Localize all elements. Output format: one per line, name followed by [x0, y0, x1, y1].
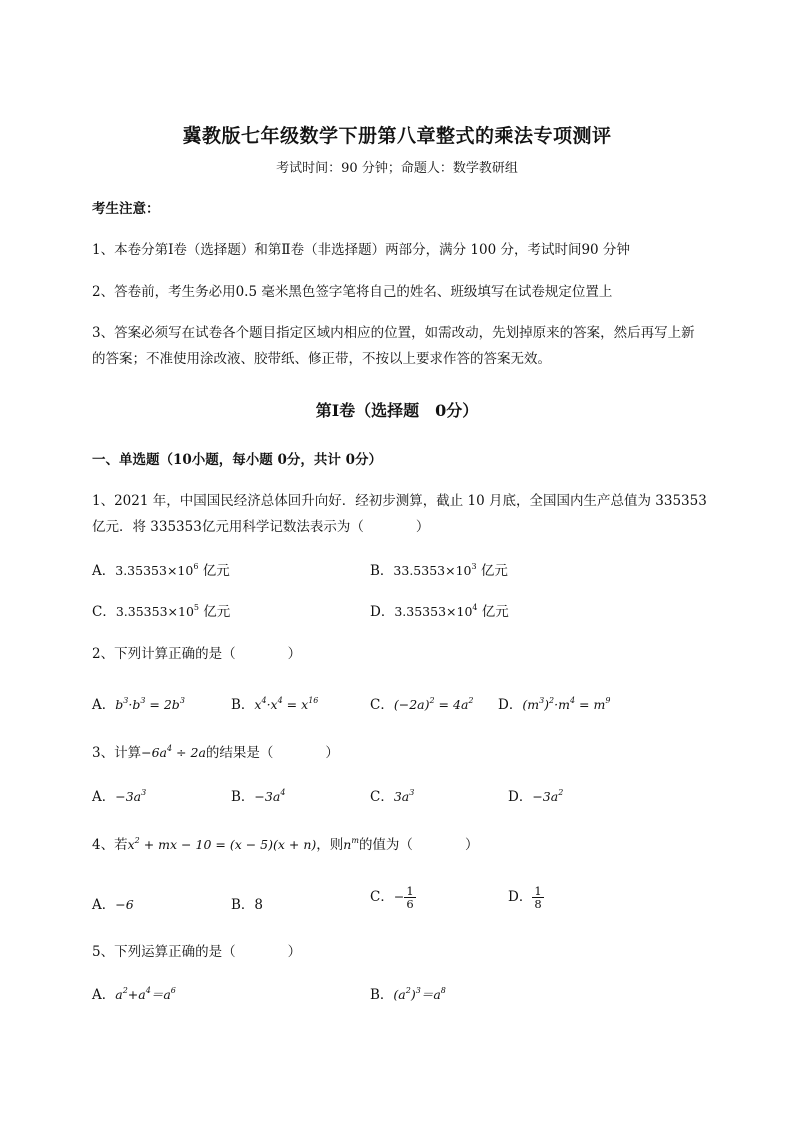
- q4-option-c[interactable]: C．− $\frac{1}{6}$: [370, 884, 414, 911]
- question-5-stem: 5、下列运算正确的是（ ）: [92, 944, 302, 960]
- question-2-stem: 2、下列计算正确的是（ ）: [92, 646, 302, 662]
- q2-option-a[interactable]: A．$b^3\cdot b^3 = 2b^3$: [92, 696, 185, 713]
- q5-option-b[interactable]: B．$(a^2)^3=a^8$: [370, 986, 446, 1003]
- notice-item-1: 1、本卷分第Ⅰ卷（选择题）和第Ⅱ卷（非选择题）两部分，满分 100 分，考试时间90 分钟: [92, 242, 630, 258]
- q3-option-b[interactable]: B．$-3a^4$: [231, 788, 286, 805]
- q3-option-a[interactable]: A．$-3a^3$: [92, 788, 147, 805]
- q3-option-d[interactable]: D．$-3a^2$: [508, 788, 564, 805]
- fraction: $\frac{1}{8}$: [534, 884, 542, 911]
- notice-item-3: 3、答案必须写在试卷各个题目指定区域内相应的位置，如需改动，先划掉原来的答案，然后再写上新: [92, 325, 695, 341]
- q1-option-c[interactable]: C．$3.35353\times 10^5$ 亿元: [92, 603, 231, 620]
- fraction: $\frac{1}{6}$: [406, 884, 414, 911]
- q5-option-a[interactable]: A．$a^2+a^4=a^6$: [92, 986, 176, 1003]
- q2-option-d[interactable]: D．$(m^3)^2\cdot m^4 = m^9$: [498, 696, 611, 713]
- q1-option-d[interactable]: D．$3.35353\times 10^4$ 亿元: [370, 603, 509, 620]
- question-3-stem: 3、计算$-6a^4 \div 2a$的结果是（ ）: [92, 744, 339, 761]
- notice-item-3-cont: 的答案；不准使用涂改液、胶带纸、修正带，不按以上要求作答的答案无效。: [92, 351, 551, 367]
- q3-option-c[interactable]: C．$3a^3$: [370, 788, 415, 805]
- question-type-heading: 一、单选题（10小题，每小题 0分，共计 0分）: [92, 452, 382, 468]
- exam-info: 考试时间：90 分钟；命题人：数学教研组: [276, 161, 518, 176]
- q1-option-a[interactable]: A．$3.35353\times 10^6$ 亿元: [92, 562, 230, 579]
- question-1-line2: 亿元．将 335353亿元用科学记数法表示为（ ）: [92, 519, 430, 535]
- q2-option-b[interactable]: B．$x^4\cdot x^4 = x^{16}$: [231, 696, 319, 713]
- page-title: 冀教版七年级数学下册第八章整式的乘法专项测评: [182, 125, 612, 147]
- q4-option-d[interactable]: D． $\frac{1}{8}$: [508, 884, 542, 911]
- q2-option-c[interactable]: C．$(-2a)^2 = 4a^2$: [370, 696, 474, 713]
- section-title: 第Ⅰ卷（选择题 0分）: [315, 401, 479, 420]
- q4-option-a[interactable]: A．−6: [92, 897, 134, 913]
- q4-option-b[interactable]: B．8: [231, 897, 264, 913]
- notice-heading: 考生注意：: [92, 201, 160, 217]
- q1-option-b[interactable]: B．$33.5353\times 10^3$ 亿元: [370, 562, 508, 579]
- notice-item-2: 2、答卷前，考生务必用0.5 毫米黑色签字笔将自己的姓名、班级填写在试卷规定位置上: [92, 284, 613, 300]
- question-1-line1: 1、2021 年，中国国民经济总体回升向好．经初步测算，截止 10 月底，全国国内生产总值为 335353: [92, 493, 707, 509]
- question-4-stem: 4、若$x^2$ + mx − 10 = (x − 5)(x + n)，则$n^m$的值为（ ）: [92, 836, 479, 853]
